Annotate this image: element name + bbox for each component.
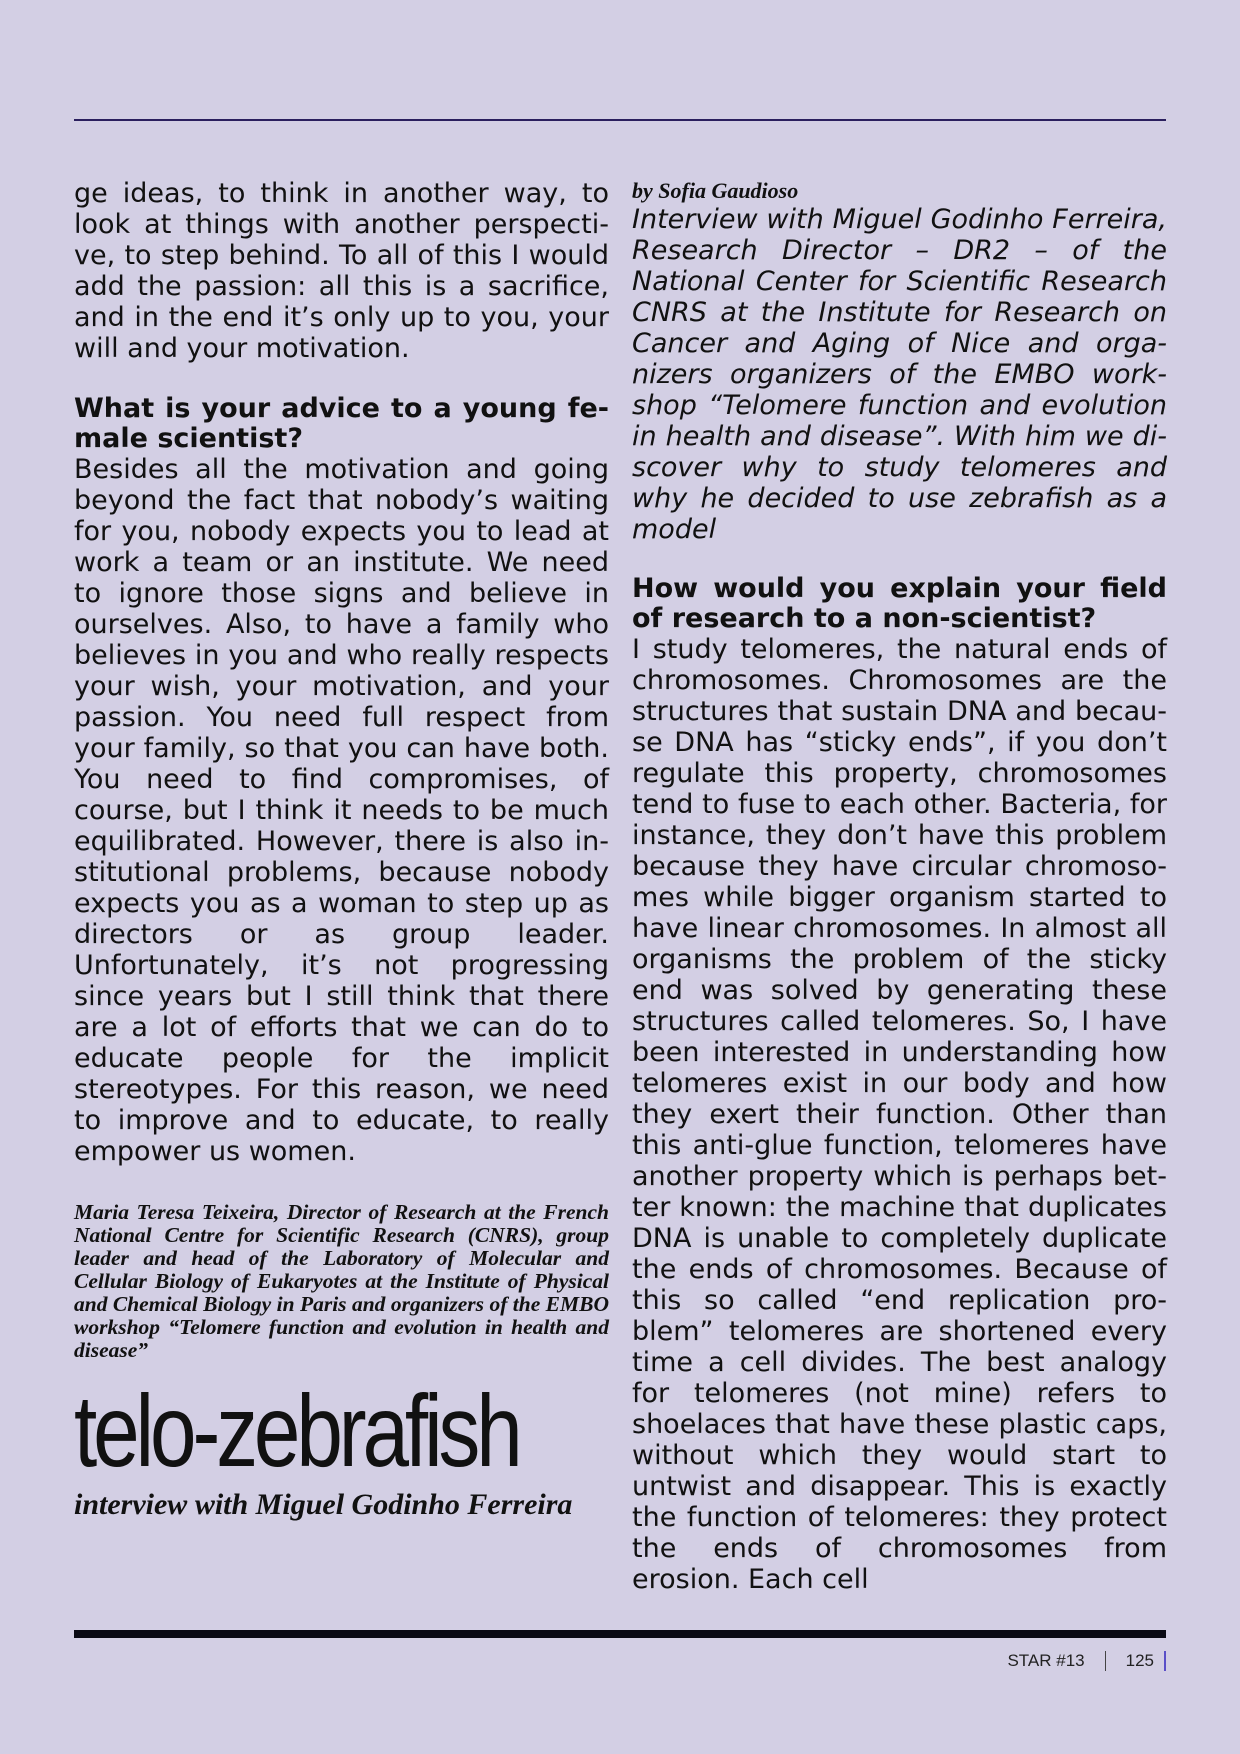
- footer-accent-bar: [1164, 1651, 1166, 1671]
- article-title: telo-zebrafish: [74, 1374, 519, 1488]
- top-rule: [74, 119, 1166, 121]
- right-column: [632, 178, 1167, 1595]
- issue-label: STAR #13: [1007, 1651, 1085, 1670]
- answer-right: I study telomeres, the natural ends of chromosomes. Chromosomes are the structures that sustain DNA and because DNA has “sticky ends”, if you don’t regulate this property, chromosomes tend to fuse to each other. Bacteria, for instance, they don’t have this problem because they have circular chromosomes while bigger organism started to have linear chromosomes. In almost all organisms the problem of the sticky end was solved by generating these structures called telomeres. So, I have been interested in understanding how telomeres exist in our body and how they exert their function. Other than this anti-glue function, telomeres have another property which is perhaps better known: the machine that duplicates DNA is unable to completely duplicate the ends of chromosomes. Because of this so called “end replication problem” telomeres are shortened every time a cell divides. The best analogy for telomeres (not mine) refers to shoelaces that have these plastic caps, without which they would start to untwist and disappear. This is exactly the function of telomeres: they protect the ends of chromosomes from erosion. Each cell: [632, 634, 1167, 1595]
- bottom-rule: [74, 1630, 1166, 1638]
- continued-paragraph: ge ideas, to think in another way, to look at things with another perspective, to step behind. To all of this I would add the passion: all this is a sacrifice, and in the end it’s only up to you, your will and your motivation.: [74, 178, 609, 364]
- answer-left: Besides all the motivation and going beyond the fact that nobody’s waiting for you, nobody expects you to lead at work a team or an institute. We need to ignore those signs and believe in ourselves. Also, to have a family who believes in you and who really respects your wish, your motivation, and your passion. You need full respect from your family, so that you can have both. You need to find compromises, of course, but I think it needs to be much equilibrated. However, there is also institutional problems, because nobody expects you as a woman to step up as directors or as group leader. Unfortunately, it’s not progressing since years but I still think that there are a lot of efforts that we can do to educate people for the implicit stereotypes. For this reason, we need to improve and to educate, to really empower us women.: [74, 454, 609, 1167]
- page-footer: [1007, 1650, 1166, 1672]
- interview-intro: Interview with Miguel Godinho Ferreira, Research Director – DR2 – of the National Center for Scientific Research CNRS at the Institute for Research on Cancer and Aging of Nice and organizers organizers of the EMBO workshop “Telomere function and evolution in health and disease”. With him we discover why to study telomeres and why he decided to use zebrafish as a model: [632, 204, 1167, 545]
- signature: Maria Teresa Teixeira, Director of Research at the French National Centre for Scientific Research (CNRS), group leader and head of the Laboratory of Molecular and Cellular Biology of Eukaryotes at the Institute of Physical and Chemical Biology in Paris and organizers of the EMBO workshop “Telomere function and evolution in health and disease”: [74, 1200, 609, 1362]
- article-subtitle: interview with Miguel Godinho Ferreira: [74, 1488, 573, 1521]
- left-column: [74, 178, 609, 1520]
- question-heading-right: How would you explain your field of research to a non-scientist?: [632, 573, 1167, 634]
- question-heading-left: What is your advice to a young female scientist?: [74, 393, 609, 454]
- footer-separator: [1105, 1651, 1106, 1671]
- page-number: 125: [1125, 1651, 1154, 1670]
- byline: by Sofia Gaudioso: [632, 178, 799, 203]
